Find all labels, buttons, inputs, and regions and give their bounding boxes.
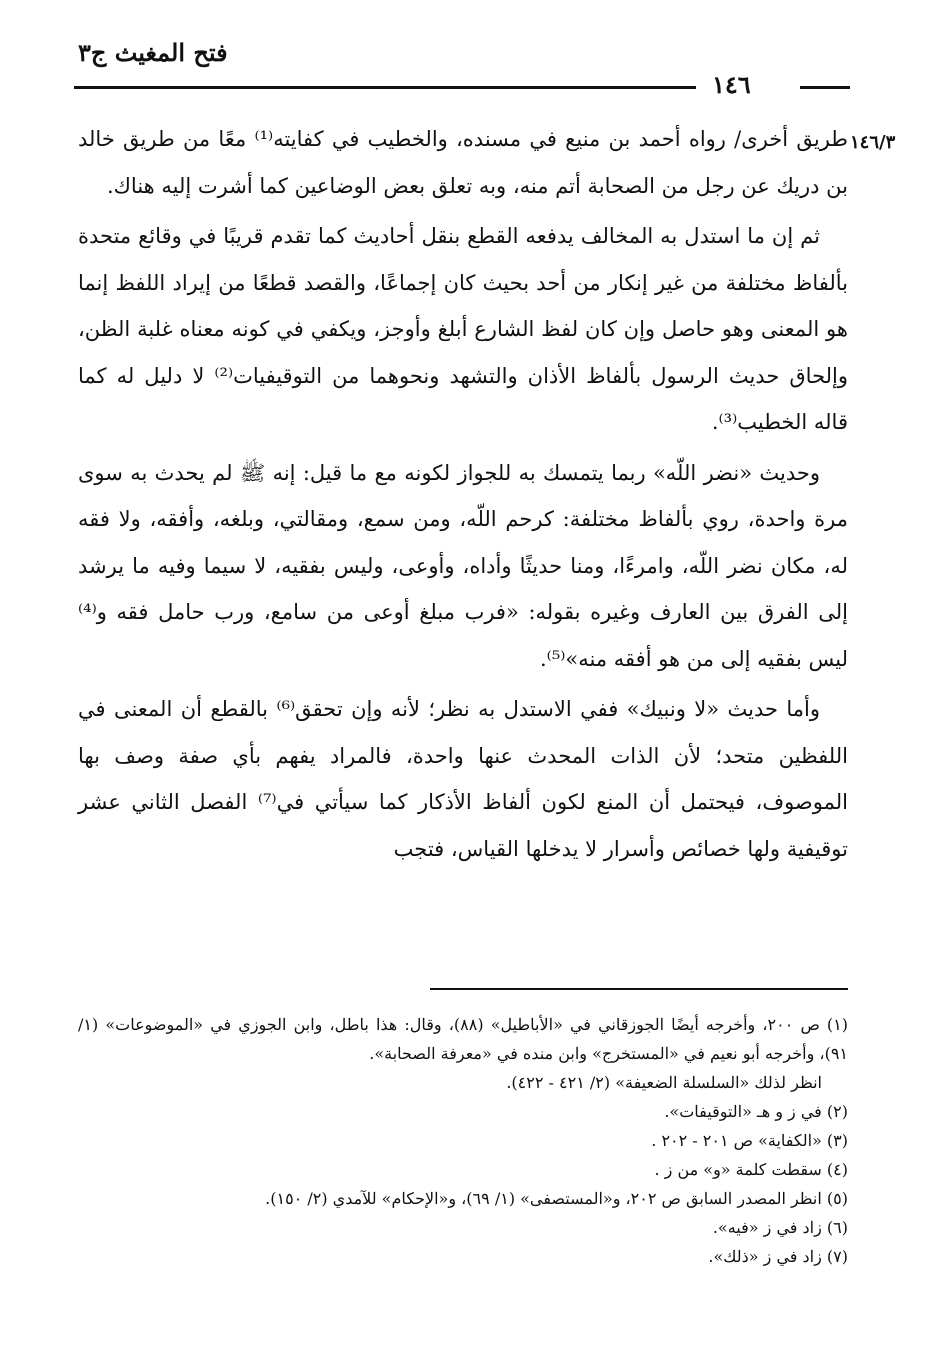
footnotes xyxy=(78,1010,848,1271)
page-number: ١٤٦ xyxy=(712,70,751,99)
marginal-reference: ١٤٦/٣ xyxy=(850,132,896,153)
paragraph-2: ثم إن ما استدل به المخالف يدفعه القطع بنقل أحاديث كما تقدم قريبًا في وقائع متحدة بألفاظ مختلفة من غير إنكار من أحد بحيث كان إجماعًا، والقصد قطعًا من إيراد اللفظ إنما هو المعنى وهو حاصل وإن كان لفظ الشارع أبلغ وأوجز، ويكفي في كونه معناه غلبة الظن، وإلحاق حديث الرسول بألفاظ الأذان والتشهد ونحوهما من التوقيفيات⁽²⁾ لا دليل له كما قاله الخطيب⁽³⁾. xyxy=(78,224,848,434)
footnote-separator xyxy=(430,988,848,990)
footnote-7: (٧) زاد في ز «ذلك». xyxy=(708,1247,848,1266)
footnote-4: (٤) سقطت كلمة «و» من ز . xyxy=(654,1160,848,1179)
footnote-3: (٣) «الكفاية» ص ٢٠١ - ٢٠٢ . xyxy=(651,1131,848,1150)
paragraph-4: وأما حديث «لا ونبيك» ففي الاستدل به نظر؛ لأنه وإن تحقق⁽⁶⁾ بالقطع أن المعنى في اللفظين متحد؛ لأن الذات المحدث عنها واحدة، فالمراد يفهم بأي صفة وصف بها الموصوف، فيحتمل أن المنع لكون ألفاظ الأذكار كما سيأتي في⁽⁷⁾ الفصل الثاني عشر توقيفية ولها خصائص وأسرار لا يدخلها القياس، فتجب xyxy=(78,697,848,861)
footnote-2: (٢) في ز و هـ «التوقيفات». xyxy=(664,1102,848,1121)
footnote-5: (٥) انظر المصدر السابق ص ٢٠٢، و«المستصفى» (١/ ٦٩)، و«الإحكام» للآمدي (٢/ ١٥٠). xyxy=(265,1189,848,1208)
footnote-6: (٦) زاد في ز «فيه». xyxy=(712,1218,848,1237)
footnote-1-continued: انظر لذلك «السلسلة الضعيفة» (٢/ ٤٢١ - ٤٢٢). xyxy=(506,1073,822,1092)
footnote-1: (١) ص ٢٠٠، وأخرجه أيضًا الجوزقاني في «الأباطيل» (٨٨)، وقال: هذا باطل، وابن الجوزي في «الموضوعات» (١/ ٩١)، وأخرجه أبو نعيم في «المستخرج» وابن منده في «معرفة الصحابة». xyxy=(78,1015,848,1063)
header-rule-short xyxy=(800,86,850,89)
paragraph-1: طريق أخرى/ رواه أحمد بن منيع في مسنده، والخطيب في كفايته⁽¹⁾ معًا من طريق خالد بن دريك عن رجل من الصحابة أتم منه، وبه تعلق بعض الوضاعين كما أشرت إليه هناك. xyxy=(78,127,848,198)
main-text xyxy=(78,116,848,872)
running-title: فتح المغيث ج٣ xyxy=(78,38,228,67)
header-rule xyxy=(74,86,696,89)
paragraph-3: وحديث «نضر اللّه» ربما يتمسك به للجواز لكونه مع ما قيل: إنه ﷺ لم يحدث به سوى مرة واحدة، روي بألفاظ مختلفة: كرحم اللّه، ومن سمع، ومقالتي، وبلغه، وأفقه، ولا فقه له، مكان نضر اللّه، وامرءًا، ومنا حديثًا وأداه، وأوعى، وليس بفقيه، لا سيما وفيه ما يرشد إلى الفرق بين العارف وغيره بقوله: «فرب مبلغ أوعى من سامع، ورب حامل فقه و⁽⁴⁾ ليس بفقيه إلى من هو أفقه منه»⁽⁵⁾. xyxy=(78,460,848,671)
